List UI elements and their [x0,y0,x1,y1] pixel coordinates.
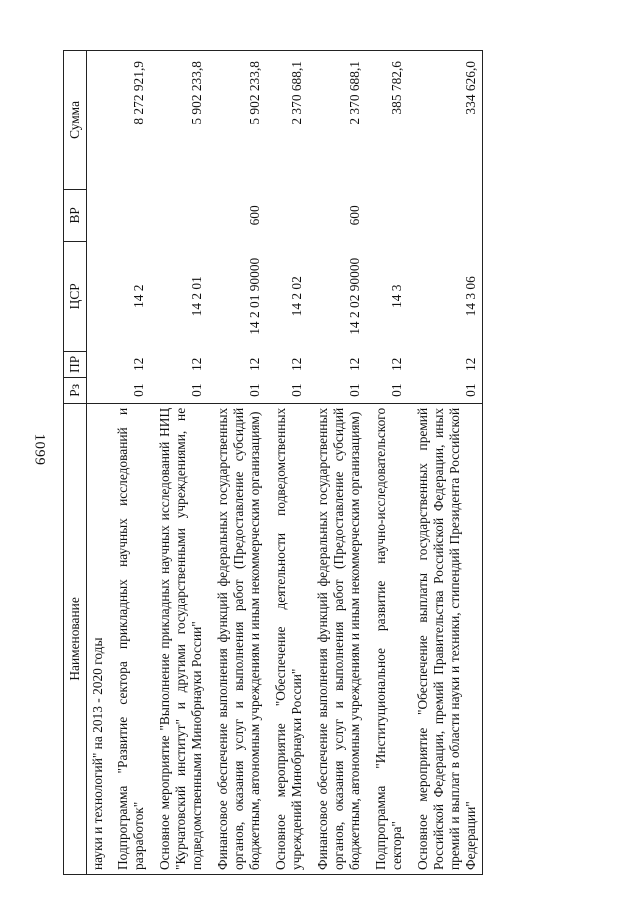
row-name: Основное мероприятие "Выполнение прикладных научных исследований НИЦ "Курчатовский институт" и другими государственными учреждениями, не подведомственными Минобрнауки России" [150,403,208,874]
row-vr [150,189,208,241]
row-pr: 12 [131,357,146,372]
row-pr: 12 [389,357,404,372]
row-csr: 14 3 06 [408,241,483,351]
intro-text: науки и технологий" на 2013 - 2020 годы [87,403,109,874]
row-vr [408,189,483,241]
table-row [150,51,208,875]
row-vr [108,189,150,241]
row-vr: 600 [247,205,262,226]
header-name: Наименование [64,403,87,874]
row-name: Финансовое обеспечение выполнения функций федеральных государственных органов, оказания услуг и выполнения работ (Предоставление субсидий бюджетным, автономным учреждениям и иным некоммерческим организациям) [208,403,266,874]
table-row [408,51,483,875]
row-name: Подпрограмма "Институциональное развитие научно-исследовательского сектора" [366,403,408,874]
row-rz: 01 [389,383,404,397]
header-rz: Рз [64,377,87,403]
table-row [308,51,366,875]
rotated-page [63,50,603,875]
row-csr: 14 3 [389,284,404,308]
row-sum: 5 902 233,8 [150,51,208,190]
table-header-row [64,51,87,875]
header-pr: ПР [64,351,87,377]
header-csr: ЦСР [64,241,87,351]
row-rz: 01 [408,377,483,403]
row-vr [366,189,408,241]
row-rz: 01 [347,383,362,397]
budget-table [63,50,483,875]
table-row [87,51,109,875]
row-sum: 385 782,6 [366,51,408,190]
row-csr: 14 2 01 [189,276,204,317]
header-vr: ВР [64,189,87,241]
table-row [366,51,408,875]
row-name: Подпрограмма "Развитие сектора прикладных научных исследований и разработок" [108,403,150,874]
table-row [208,51,266,875]
row-csr: 14 2 01 90000 [247,257,262,335]
row-rz: 01 [289,383,304,397]
row-pr: 12 [347,357,362,372]
row-csr: 14 2 02 [289,276,304,317]
row-pr: 12 [289,357,304,372]
row-pr: 12 [189,357,204,372]
row-name: Основное мероприятие "Обеспечение выплаты государственных премий Российской Федерации, премий Правительства Российской Федерации, иных премий и выплат в области науки и техники, стипендий Президента Российской Федерации" [408,403,483,874]
page-number: 1099 [31,433,48,466]
row-rz: 01 [247,383,262,397]
row-rz: 01 [131,383,146,397]
row-rz: 01 [189,383,204,397]
row-name: Финансовое обеспечение выполнения функций федеральных государственных органов, оказания услуг и выполнения работ (Предоставление субсидий бюджетным, автономным учреждениям и иным некоммерческим организациям) [308,403,366,874]
row-sum: 2 370 688,1 [266,51,308,190]
table-row [108,51,150,875]
row-vr [266,189,308,241]
row-pr: 12 [408,351,483,377]
row-csr: 14 2 [131,284,146,308]
row-sum: 5 902 233,8 [208,51,266,190]
row-pr: 12 [247,357,262,372]
row-vr: 600 [347,205,362,226]
row-sum: 2 370 688,1 [308,51,366,190]
table-row [266,51,308,875]
row-name: Основное мероприятие "Обеспечение деятельности подведомственных учреждений Минобрнауки России" [266,403,308,874]
row-sum: 8 272 921,9 [108,51,150,190]
row-sum: 334 626,0 [408,51,483,190]
row-csr: 14 2 02 90000 [347,257,362,335]
header-sum: Сумма [64,51,87,190]
